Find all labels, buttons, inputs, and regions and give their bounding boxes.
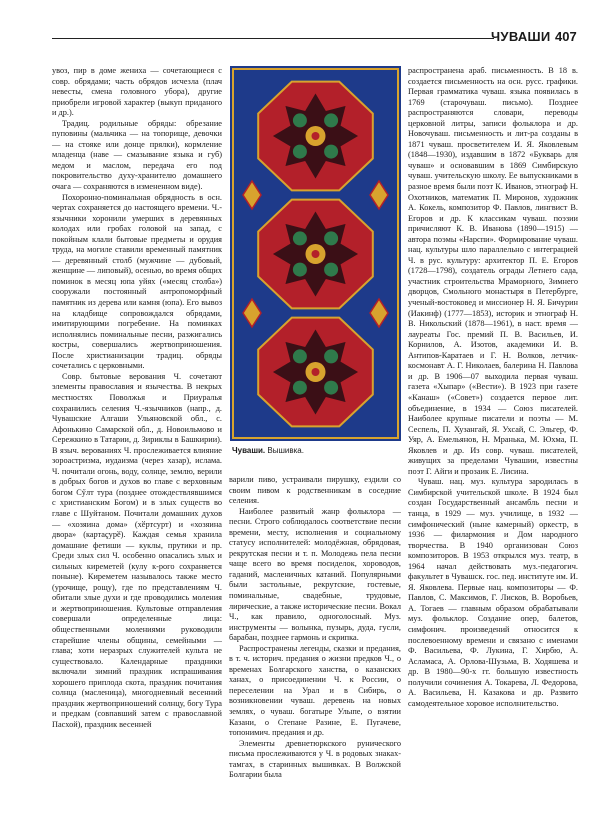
paragraph: Чуваш. нац. муз. культура зародилась в Симбирской учительской школе. В 1924 был создан Государственный ансамбль песни и танца, в 1929 — муз. училище, в 1932 — симфонический (ныне камерный) оркестр, в 1936 — филармония и Дом народного творчества. В 1940 организован Союз композиторов. В 1953 открылся муз. театр, в 1964 начал действовать муз.-педагогич. факультет в Чувашск. гос. пед. институте им. И. Я. Яковлева. Первые нац. композиторы — Ф. Павлов, С. Максимов, Г. Лисков, В. Воробьев, А. Тогаев — главным образом обрабатывали муз. фольклор. Создание опер, балетов, симфонич. произведений относится к послевоенному времени и связано с именами Ф. Васильева, Ф. Лукина, Г. Хирбю, А. Асламаса, А. Орлова-Шузьма, В. Ходяшева и др. В 1980—90-х гг. большую известность получили сочинения А. Токарева, Л. Федорова, А. Васильева, Н. Казакова и др. Развито самодеятельное хоровое исполнительство.	[408, 477, 578, 708]
embroidery-petal	[324, 349, 338, 363]
paragraph: Распространены легенды, сказки и предания, в т. ч. историч. предания о жизни предков Ч., о временах Болгарского ханства, о казанских ханах, о присоединении Ч. к России, о переселении на Урал и в Сибирь, о возникновении чуваш. деревень на новых землях, о чуваш. богатыре Улыпе, о взятии Казани, о Степане Разине, Е. Пугачеве, топонимич. предания и др.	[229, 643, 401, 738]
embroidery-petal	[324, 145, 338, 159]
embroidery-petal	[324, 263, 338, 277]
caption-bold: Чуваши.	[232, 446, 266, 455]
paragraph: варили пиво, устраивали пирушку, ездили со своим пивом к родственникам в соседние селения.	[229, 475, 401, 506]
text-column-right	[408, 66, 578, 814]
paragraph: Традиц. родильные обряды: обрезание пуповины (мальчика — на топорище, девочки — на стояке или донце прялки), кормление младенца (наве — смазывание языка и губ) медом и маслом, передача его под покровительство духу-хранителю домашнего очага — сохраняются в измененном виде).	[52, 118, 222, 192]
text-column-left	[52, 66, 222, 814]
paragraph: распространена араб. письменность. В 18 в. создается письменность на осн. русс. графики. Первая грамматика чуваш. языка появилась в 1769 (старочуваш. письмо). Позднее распространяются словари, переводы церковной литры, записи фольклора и др. Новочуваш. письменность и лит-ра созданы в 1871 чуваш. просветителем И. Я. Яковлевым (1848—1930), издавшим в 1872 «Букварь для чуваш» и основавшим в 1869 Симбирскую чуваш. учительскую школу. Ее выпускниками в разное время были поэт К. Иванов, этнограф Н. Охотников, математик П. Миронов, художник А. Кокель, композитор Ф. Павлов, лингвист В. Егоров и др. К классикам чуваш. поэзии причисляют К. В. Иванова (1890—1915) — автора поэмы «Нарспи». Формирование чуваш. нац. культуры шло параллельно с интеграцией Ч. в рус. культуру: архитектор П. Е. Егоров (1728—1798), создатель ограды Летнего сада, участник строительства Мраморного, Зимнего дворцов, Смольного монастыря в Петербурге, ученый-востоковед и миссионер Н. Я. Бичурин (Иакинф) (1777—1853), историк и этнограф Н. В. Никольский (1878—1961), в наст. время — лауреаты Гос. премий П. В. Васильев, И. Корнилов, А. Изотов, академики И. В. Антипов-Каратаев и Г. Н. Волков, летчик-космонавт А. Г. Николаев, балерина Н. Павлова и др. В 1906—07 выходила первая чуваш. газета «Хыпар» («Вести»). В 1923 при газете «Канаш» («Совет») создается первое лит. объединение, в 1934 — Союз писателей. Наиболее крупные писатели и поэты — М. Сеспель, П. Хузангай, Я. Ухсай, С. Эльгер, Ф. Уяр, А. Емельянов, Н. Мранька, М. Юхма, П. Яковлев и др. Из совр. чуваш. писателей, живущих за пределами Чувашии, известны поэт Г. Айги и прозаик Е. Лисина.	[408, 66, 578, 476]
header-rule	[52, 38, 494, 39]
page-header	[0, 28, 600, 50]
running-head: ЧУВАШИ	[491, 29, 551, 44]
paragraph: Похоронно-поминальная обрядность в осн. чертах сохраняется до настоящего времени. Ч.-язычники хоронили умерших в деревянных колодах или гробах головой на запад, с покойным клали бытовые предметы и орудия труда, на могиле ставили временный памятник — деревянный столб (мужчине — дубовый, женщине — липовый), осенью, во время общих поминок в месяц юпа уйях («месяц столба») сооружали постоянный антропоморфный памятник из дерева или камня (юпа). Его вывоз на кладбище сопровождался обрядами, имитирующими погребение. На поминках исполнялись поминальные песни, разжигались костры, совершались жертвоприношения. После христианизации традиц. обряды сочетались с церковными.	[52, 192, 222, 371]
paragraph: увоз, пир в доме жениха — сочетающиеся с совр. обрядами; часть обрядов исчезла (плач невесты, смена головного убора), другие приобрели игровой характер (выкуп приданого и др.).	[52, 66, 222, 118]
embroidery-petal	[293, 381, 307, 395]
embroidery-petal	[324, 381, 338, 395]
caption-rest: Вышивка.	[265, 446, 304, 455]
embroidery-center-dot	[312, 368, 320, 376]
paragraph: Элементы древнетюркского рунического письма прослеживаются у Ч. в родовых знаках-тамгах, в старинных вышивках. В Волжской Болгарии была	[229, 738, 401, 780]
embroidery-petal	[324, 231, 338, 245]
embroidery-petal	[293, 349, 307, 363]
text-column-middle	[229, 475, 401, 815]
embroidery-illustration	[230, 66, 401, 461]
embroidery-petal	[293, 263, 307, 277]
embroidery-center-dot	[312, 132, 320, 140]
paragraph: Наиболее развитый жанр фольклора — песни. Строго соблюдалось соответствие песни времени, месту, исполнения и социальному статусу исполнителей: молодёжная, обрядовая, рекрутская песни и т. п. Молодежь пела песни чаще всего во время посиделок, хороводов, гаданий, масленичных катаний. Популярными были застольные, рекрутские, гостевые, поминальные, свадебные, трудовые, лирические, а также исторические песни. Вокал Ч., как правило, одноголосный. Муз. инструменты — волынка, пузырь, дуда, гусли, барабан, позднее гармонь и скрипка.	[229, 506, 401, 643]
embroidery-petal	[293, 145, 307, 159]
embroidery-petal	[293, 231, 307, 245]
embroidery-petal	[293, 113, 307, 127]
page-number: 407	[555, 29, 577, 44]
figure-caption	[232, 446, 402, 456]
embroidery-center-dot	[312, 250, 320, 258]
embroidery-pattern	[230, 66, 401, 441]
paragraph: Совр. бытовые верования Ч. сочетают элементы православия и язычества. В некрых местностях Поволжья и Приуралья сохранились селения Ч.-язычников (напр., д. Чувашские Алгаши Ульяновской обл., с. Афонькино Самарской обл., д. Новоильмово и Сережкино в Татарии, д. Зириклы в Башкирии). В языч. верованиях Ч. прослеживается влияние зороастризма, иудаизма (через хазар), ислама. Ч. почитали огонь, воду, солнце, землю, верили в добрых богов и духов во главе с верховным богом Сӳлт тура (позднее отождествлявшимся с христианским Богом) и в злых существ во главе с Шуйтаном. Почитали домашних духов — «хозяина дома» (хӗртсурт) и «хозяина двора» (картаҫурӗ). Каждая семья хранила домашние фетиши — куклы, прутики и пр. Среди злых сил Ч. особенно опасались злых и сильных киреметей (кулу к-рого сохраняется поныне). Киреметем называлось также место (урочище, рощу), где по представлениям Ч. обитали злые духи и где проводились моления и жертвоприношения. Культовые отправления совершали определенные лица: общественными молениями руководили старейшие члены общины, семейными — глава; хоти неразрых служителей культа не существовало. Календарные праздники включали зимний праздник испрашивания хорошего приплода скота, праздник почитания солнца (масленица), многодневный весенний праздник жертвоприношений солнцу, богу Тура и предкам (совпавший затем с православной Пасхой), праздник весенней	[52, 371, 222, 729]
embroidery-petal	[324, 113, 338, 127]
